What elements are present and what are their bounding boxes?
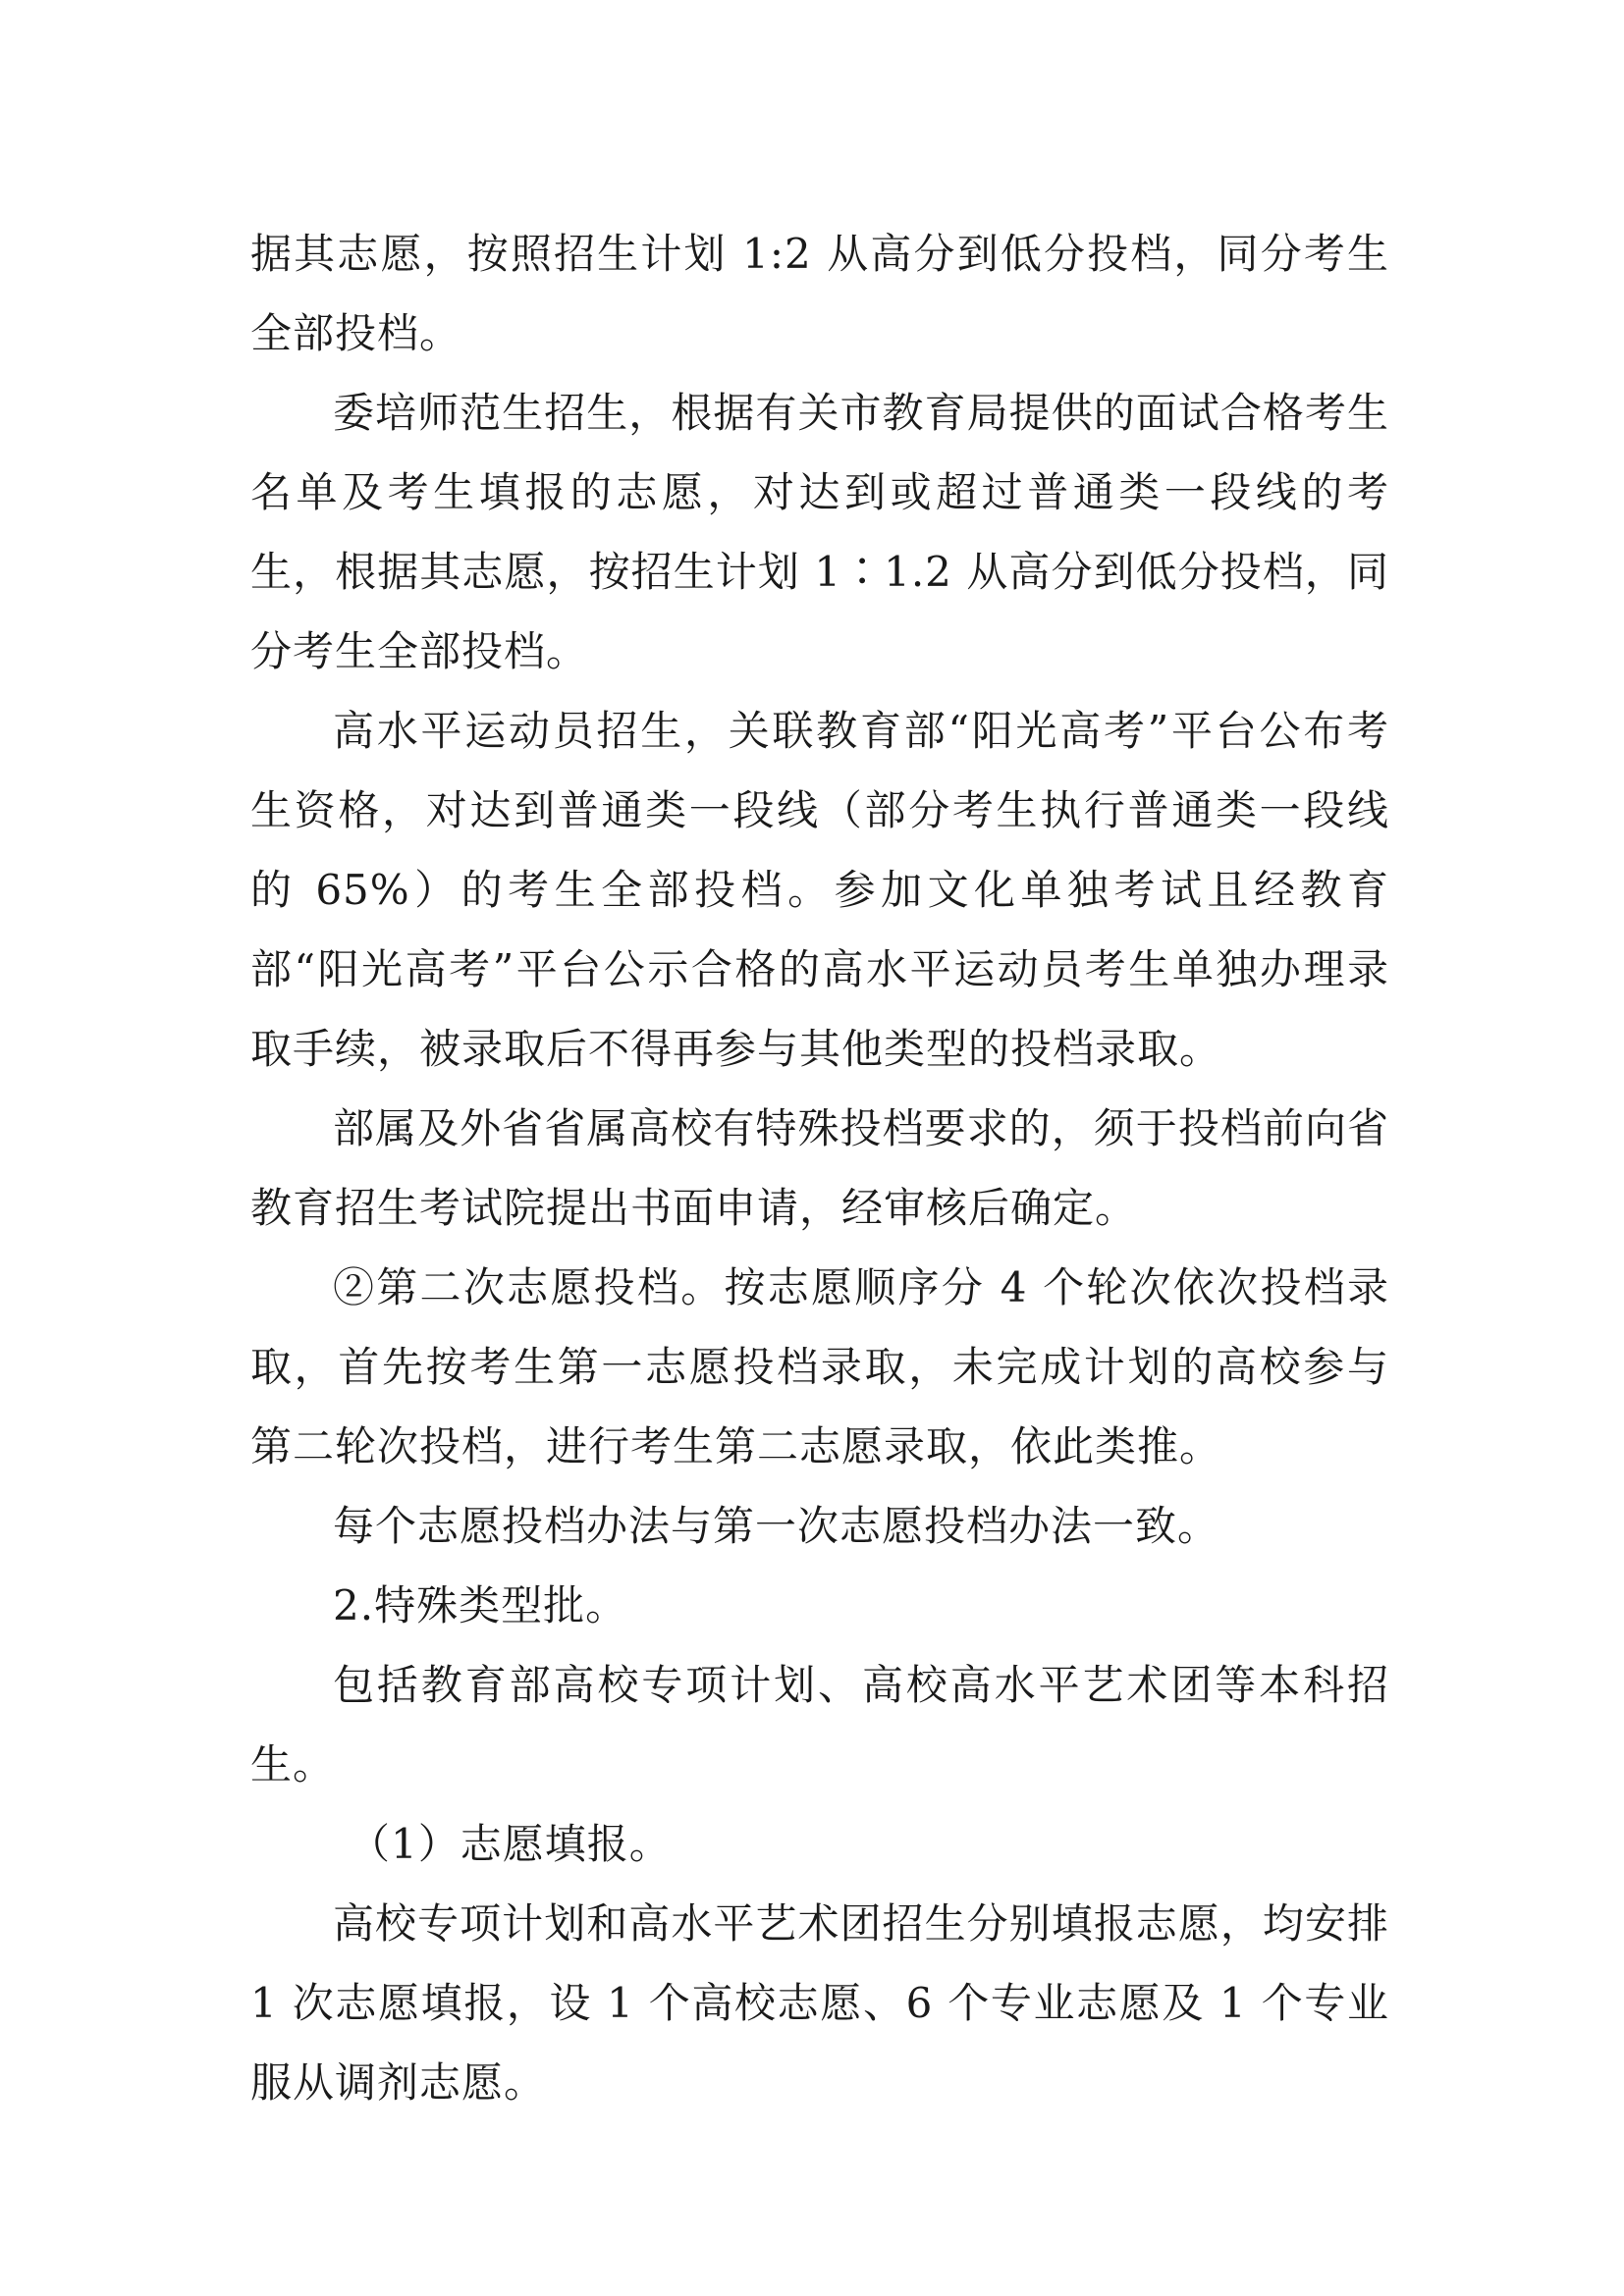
paragraph-10: 高校专项计划和高水平艺术团招生分别填报志愿，均安排 1 次志愿填报，设 1 个高校志愿、6 个专业志愿及 1 个专业服从调剂志愿。 <box>250 1899 1389 2107</box>
paragraph-1: 据其志愿，按照招生计划 1:2 从高分到低分投档，同分考生全部投档。 <box>250 230 1389 357</box>
document-body <box>250 214 1389 2122</box>
paragraph-4: 部属及外省省属高校有特殊投档要求的，须于投档前向省教育招生考试院提出书面申请，经审核后确定。 <box>250 1104 1389 1232</box>
paragraph-6: 每个志愿投档办法与第一次志愿投档办法一致。 <box>333 1502 1220 1550</box>
paragraph-8: 包括教育部高校专项计划、高校高水平艺术团等本科招生。 <box>250 1661 1389 1789</box>
paragraph-7: 2.特殊类型批。 <box>333 1581 628 1629</box>
paragraph-9: （1）志愿填报。 <box>349 1820 672 1868</box>
paragraph-2: 委培师范生招生，根据有关市教育局提供的面试合格考生名单及考生填报的志愿，对达到或超过普通类一段线的考生，根据其志愿，按招生计划 1∶1.2 从高分到低分投档，同分考生全部投档。 <box>250 389 1389 675</box>
paragraph-5: ②第二次志愿投档。按志愿顺序分 4 个轮次依次投档录取，首先按考生第一志愿投档录取，未完成计划的高校参与第二轮次投档，进行考生第二志愿录取，依此类推。 <box>250 1263 1389 1470</box>
paragraph-3: 高水平运动员招生，关联教育部“阳光高考”平台公布考生资格，对达到普通类一段线（部分考生执行普通类一段线的 65%）的考生全部投档。参加文化单独考试且经教育部“阳光高考”平台公示合格的高水平运动员考生单独办理录取手续，被录取后不得再参与其他类型的投档录取。 <box>250 707 1389 1073</box>
